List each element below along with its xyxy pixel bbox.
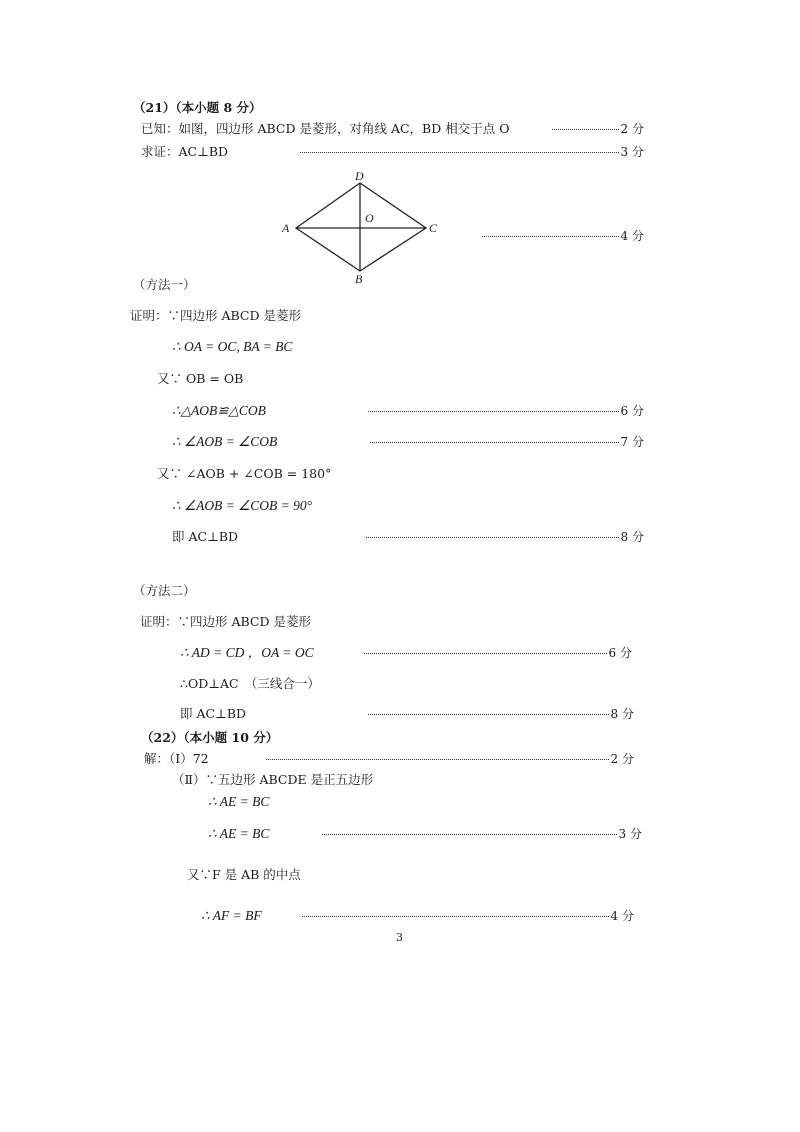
method2-line-2: ∴ AD = CD ，OA = OC <box>180 645 314 660</box>
label-b: B <box>355 272 363 286</box>
method1-line-7: ∴ ∠AOB = ∠COB = 90° <box>172 498 313 513</box>
label-c: C <box>429 221 438 235</box>
score-text: 7 分 <box>620 435 644 449</box>
q22-title: （22）（本小题 10 分） <box>141 730 279 745</box>
method2-label: （方法二） <box>133 583 196 598</box>
label-a: A <box>282 221 290 235</box>
method1-line-5: ∴ ∠AOB = ∠COB <box>172 434 278 449</box>
q22-line-3: ∴ AE = BC <box>208 826 270 841</box>
q21-figure-score <box>482 228 644 244</box>
q21-title: （21）（本小题 8 分） <box>133 100 262 115</box>
method1-label: （方法一） <box>133 277 196 292</box>
q22-part1-score <box>266 751 634 767</box>
page-number: 3 <box>396 931 403 944</box>
score-text: 4 分 <box>610 909 634 923</box>
q22-line-4: 又∵F 是 AB 的中点 <box>187 867 301 882</box>
q22-part1: 解：（Ⅰ）72 <box>144 751 209 766</box>
method1-line-1: 证明：∵四边形 ABCD 是菱形 <box>130 308 301 323</box>
score-text: 6 分 <box>608 646 632 660</box>
rhombus-outline <box>296 183 426 271</box>
method2-line-1: 证明：∵四边形 ABCD 是菱形 <box>140 614 311 629</box>
label-o: O <box>365 211 374 225</box>
score-text: 8 分 <box>620 530 644 544</box>
q22-line-1: （Ⅱ）∵五边形 ABCDE 是正五边形 <box>172 772 374 787</box>
method1-line-8: 即 AC⊥BD <box>172 529 239 544</box>
score-text: 8 分 <box>610 707 634 721</box>
method1-line-2: ∴ OA = OC, BA = BC <box>172 339 293 354</box>
method2-score-8 <box>368 706 634 722</box>
label-d: D <box>355 169 364 183</box>
score-text: 3 分 <box>620 145 644 159</box>
score-text: 2 分 <box>610 752 634 766</box>
q21-given: 已知：如图，四边形 ABCD 是菱形，对角线 AC，BD 相交于点 O <box>141 121 510 136</box>
score-text: 2 分 <box>620 122 644 136</box>
method1-line-3: 又∵ OB = OB <box>157 371 244 386</box>
q22-line-5: ∴ AF = BF <box>201 908 262 923</box>
q21-prove-score <box>300 144 644 160</box>
q22-score-3 <box>322 826 642 842</box>
score-text: 6 分 <box>620 404 644 418</box>
method2-score-6 <box>364 645 632 661</box>
method2-line-3: ∴OD⊥AC （三线合一） <box>180 676 320 691</box>
method1-line-4: ∴△AOB≌△COB <box>172 403 266 418</box>
method1-score-7 <box>370 434 644 450</box>
q22-line-2: ∴ AE = BC <box>208 794 270 809</box>
score-text: 4 分 <box>620 229 644 243</box>
method2-line-4: 即 AC⊥BD <box>180 706 247 721</box>
q21-prove: 求证：AC⊥BD <box>141 144 229 159</box>
method1-score-8 <box>366 529 644 545</box>
rhombus-figure <box>278 168 448 286</box>
method1-line-6: 又∵ ∠AOB + ∠COB = 180° <box>157 466 332 481</box>
score-text: 3 分 <box>618 827 642 841</box>
q21-given-score <box>552 121 644 137</box>
method1-score-6 <box>368 403 644 419</box>
q22-score-4 <box>302 908 634 924</box>
